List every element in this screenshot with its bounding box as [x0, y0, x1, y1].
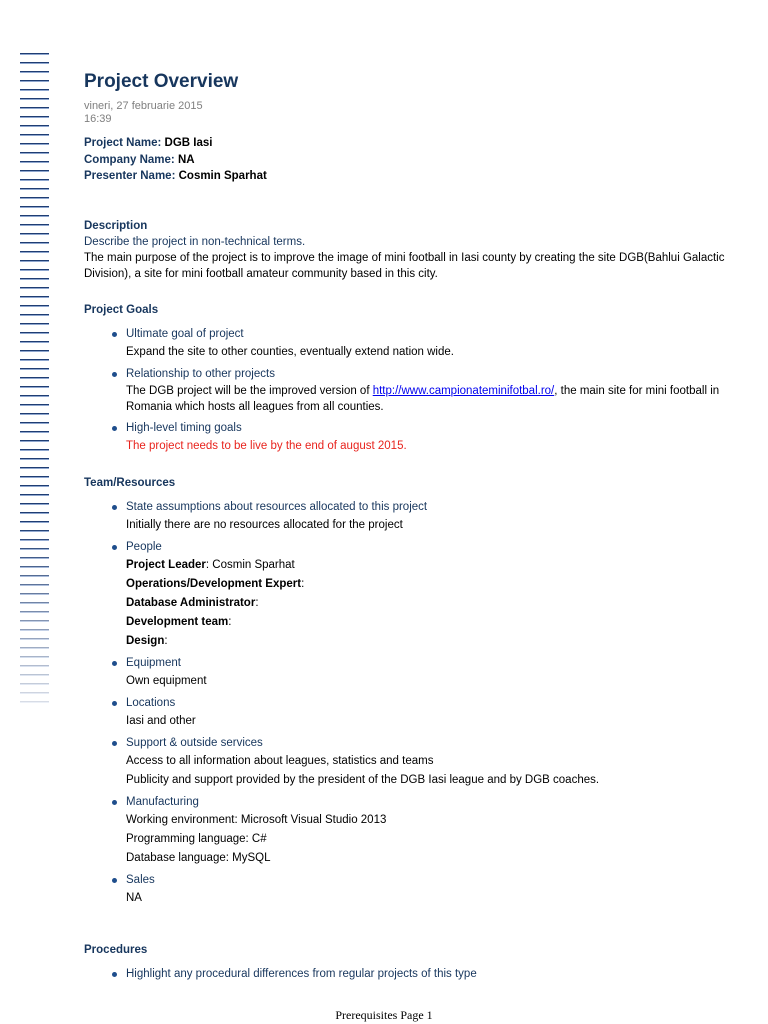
list-item [84, 872, 764, 908]
assumptions-label: State assumptions about resources allocated to this project [126, 500, 428, 513]
goal-relationship-label: Relationship to other projects [126, 367, 275, 380]
bullet-icon [112, 972, 117, 977]
notebook-ruled-margin [20, 48, 49, 708]
sales-text: NA [126, 891, 142, 904]
people-value: : [228, 615, 232, 628]
bullet-icon [112, 741, 117, 746]
procedures-list [84, 966, 764, 983]
field-company-name [84, 152, 764, 169]
team-list [84, 499, 764, 908]
list-item [84, 420, 764, 456]
goal-ultimate-label: Ultimate goal of project [126, 327, 244, 340]
list-item [84, 735, 764, 790]
people-value: : [255, 596, 259, 609]
people-role: Project Leader [126, 558, 206, 571]
field-label: Presenter Name: [84, 170, 179, 182]
list-item [84, 499, 764, 535]
list-item [84, 366, 764, 416]
list-item [84, 655, 764, 691]
manufacturing-line: Programming language: C# [126, 832, 267, 845]
people-role: Database Administrator [126, 596, 256, 609]
procedures-heading: Procedures [84, 943, 148, 956]
goals-list [84, 326, 764, 456]
equipment-text: Own equipment [126, 674, 207, 687]
bullet-icon [112, 372, 117, 377]
field-value: Cosmin Sparhat [178, 170, 267, 182]
description-section [84, 218, 764, 283]
people-row [126, 556, 764, 575]
sales-label: Sales [126, 873, 155, 886]
page-title: Project Overview [84, 71, 239, 92]
procedures-section [84, 942, 764, 983]
support-line: Access to all information about leagues, statistics and teams [126, 754, 434, 767]
list-item [84, 695, 764, 731]
relationship-text-before: The DGB project will be the improved version of [126, 384, 373, 397]
goals-section [84, 302, 764, 456]
bullet-icon [112, 878, 117, 883]
goal-timing-label: High-level timing goals [126, 421, 242, 434]
field-value: DGB Iasi [164, 137, 213, 149]
assumptions-text: Initially there are no resources allocated for the project [126, 518, 403, 531]
field-label: Project Name: [84, 137, 165, 149]
bullet-icon [112, 661, 117, 666]
manufacturing-line: Working environment: Microsoft Visual Studio 2013 [126, 813, 387, 826]
list-item [84, 966, 764, 983]
goal-relationship-text [126, 383, 764, 416]
page-metadata [84, 100, 764, 126]
locations-label: Locations [126, 696, 176, 709]
people-row [126, 594, 764, 613]
people-row [126, 613, 764, 632]
field-project-name [84, 135, 764, 152]
manufacturing-label: Manufacturing [126, 795, 199, 808]
people-row [126, 575, 764, 594]
relationship-text-after: , the main site for mini football in Romania which hosts all leagues from all counties. [126, 384, 720, 413]
bullet-icon [112, 545, 117, 550]
equipment-label: Equipment [126, 656, 181, 669]
bullet-icon [112, 701, 117, 706]
page-time: 16:39 [84, 113, 112, 125]
people-role: Design [126, 634, 165, 647]
field-presenter-name [84, 168, 764, 185]
page-date: vineri, 27 februarie 2015 [84, 100, 203, 112]
manufacturing-line: Database language: MySQL [126, 851, 271, 864]
list-item [84, 539, 764, 651]
procedures-item: Highlight any procedural differences from regular projects of this type [126, 967, 477, 980]
support-label: Support & outside services [126, 736, 263, 749]
page-content [84, 70, 764, 987]
team-section [84, 475, 764, 908]
people-label: People [126, 540, 162, 553]
goal-ultimate-text: Expand the site to other counties, eventually extend nation wide. [126, 345, 454, 358]
bullet-icon [112, 332, 117, 337]
campionate-link[interactable]: http://www.campionateminifotbal.ro/ [372, 384, 555, 397]
description-heading: Description [84, 219, 148, 232]
page-footer: Prerequisites Page 1 [335, 1008, 433, 1022]
team-heading: Team/Resources [84, 476, 176, 489]
support-line: Publicity and support provided by the president of the DGB Iasi league and by DGB coaches. [126, 773, 600, 786]
people-row [126, 632, 764, 651]
people-value: : [301, 577, 305, 590]
description-subtitle: Describe the project in non-technical terms. [84, 235, 306, 248]
project-fields [84, 135, 764, 185]
bullet-icon [112, 426, 117, 431]
goal-timing-text: The project needs to be live by the end of august 2015. [126, 439, 407, 452]
bullet-icon [112, 800, 117, 805]
people-value: : [164, 634, 168, 647]
people-role: Development team [126, 615, 229, 628]
field-value: NA [177, 153, 195, 166]
field-label: Company Name: [84, 153, 178, 166]
people-role: Operations/Development Expert [126, 577, 302, 590]
list-item [84, 326, 764, 362]
goals-heading: Project Goals [84, 303, 159, 316]
locations-text: Iasi and other [126, 714, 196, 727]
people-value: : Cosmin Sparhat [205, 558, 295, 571]
bullet-icon [112, 505, 117, 510]
description-text: The main purpose of the project is to improve the image of mini football in Iasi county by creating the site DGB(Bahlui Galactic Division), a site for mini football amateur community based in this city. [84, 251, 725, 280]
list-item [84, 794, 764, 868]
